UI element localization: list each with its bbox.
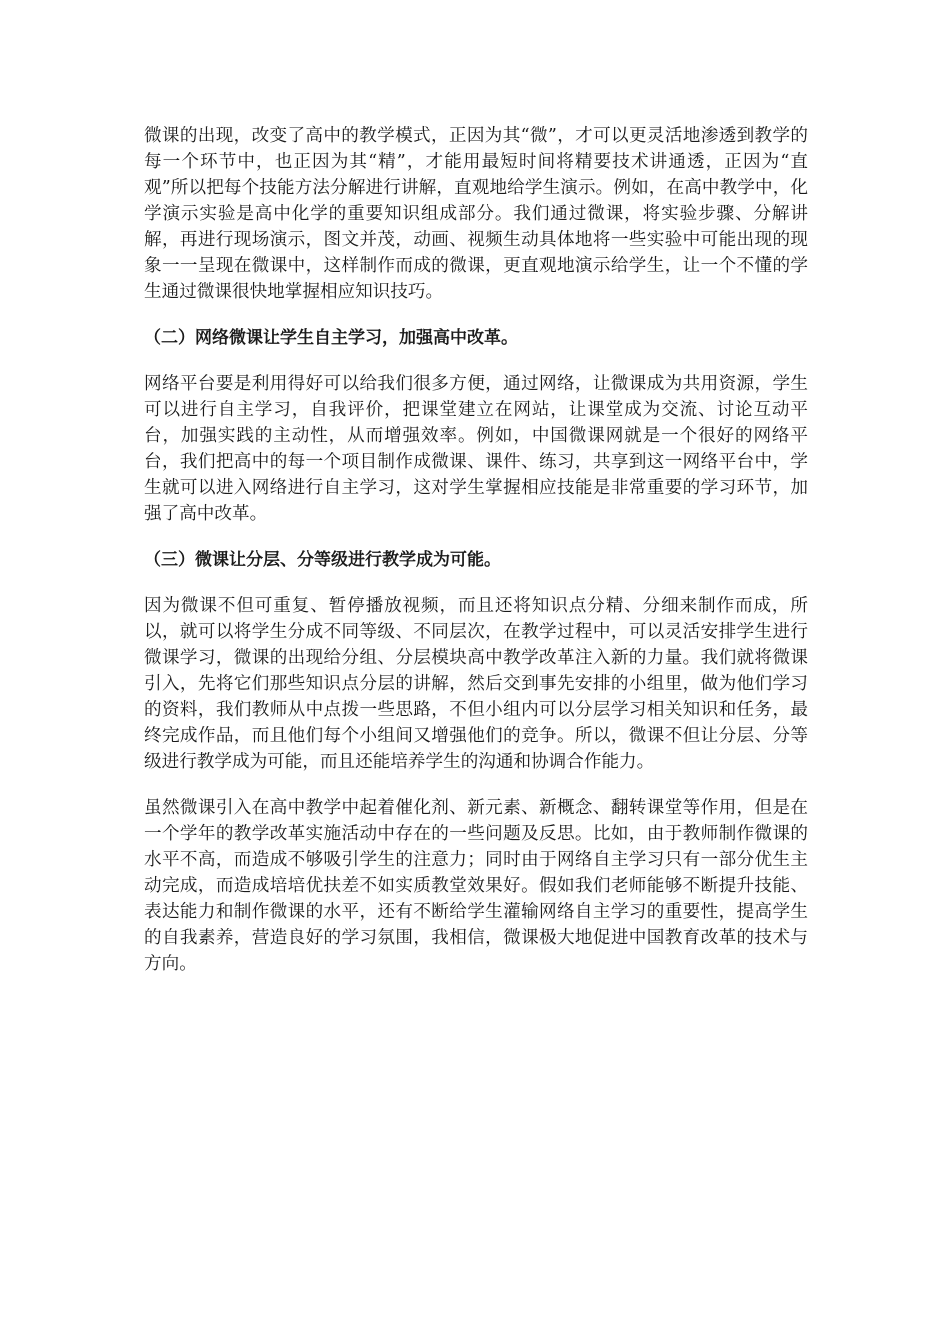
paragraph-reflection: 虽然微课引入在高中教学中起着催化剂、新元素、新概念、翻转课堂等作用，但是在一个学年的教学改革实施活动中存在的一些问题及反思。比如，由于教师制作微课的水平不高，而造成不够吸引学生的注意力；同时由于网络自主学习只有一部分优生主动完成，而造成培培优扶差不如实质教堂效果好。假如我们老师能够不断提升技能、表达能力和制作微课的水平，还有不断给学生灌输网络自主学习的重要性，提高学生的自我素养，营造良好的学习氛围，我相信，微课极大地促进中国教育改革的技术与方向。 — [144, 798, 808, 974]
spacer — [144, 305, 808, 325]
section-heading-2: （二）网络微课让学生自主学习，加强高中改革。 — [144, 328, 518, 348]
spacer — [144, 351, 808, 371]
document-body — [144, 123, 808, 977]
paragraph-network-platform: 网络平台要是利用得好可以给我们很多方便，通过网络，让微课成为共用资源，学生可以进行自主学习，自我评价，把课堂建立在网站，让课堂成为交流、讨论互动平台，加强实践的主动性，从而增强效率。例如，中国微课网就是一个很好的网络平台，我们把高中的每一个项目制作成微课、课件、练习，共享到这一网络平台中，学生就可以进入网络进行自主学习，这对学生掌握相应技能是非常重要的学习环节，加强了高中改革。 — [144, 374, 808, 524]
spacer — [144, 527, 808, 547]
paragraph-micro-lesson-intro: 微课的出现，改变了高中的教学模式，正因为其“微”，才可以更灵活地渗透到教学的每一个环节中，也正因为其“精”，才能用最短时间将精要技术讲通透，正因为“直观”所以把每个技能方法分解进行讲解，直观地给学生演示。例如，在高中教学中，化学演示实验是高中化学的重要知识组成部分。我们通过微课，将实验步骤、分解讲解，再进行现场演示，图文并茂，动画、视频生动具体地将一些实验中可能出现的现象一一呈现在微课中，这样制作而成的微课，更直观地演示给学生，让一个不懂的学生通过微课很快地掌握相应知识技巧。 — [144, 126, 808, 302]
spacer — [144, 775, 808, 795]
paragraph-layered-teaching: 因为微课不但可重复、暂停播放视频，而且还将知识点分精、分细来制作而成，所以，就可以将学生分成不同等级、不同层次，在教学过程中，可以灵活安排学生进行微课学习，微课的出现给分组、分层模块高中教学改革注入新的力量。我们就将微课引入，先将它们那些知识点分层的讲解，然后交到事先安排的小组里，做为他们学习的资料，我们教师从中点拨一些思路，不但小组内可以分层学习相关知识和任务，最终完成作品，而且他们每个小组间又增强他们的竞争。所以，微课不但让分层、分等级进行教学成为可能，而且还能培养学生的沟通和协调合作能力。 — [144, 596, 808, 772]
spacer — [144, 573, 808, 593]
section-heading-3: （三）微课让分层、分等级进行教学成为可能。 — [144, 550, 501, 570]
